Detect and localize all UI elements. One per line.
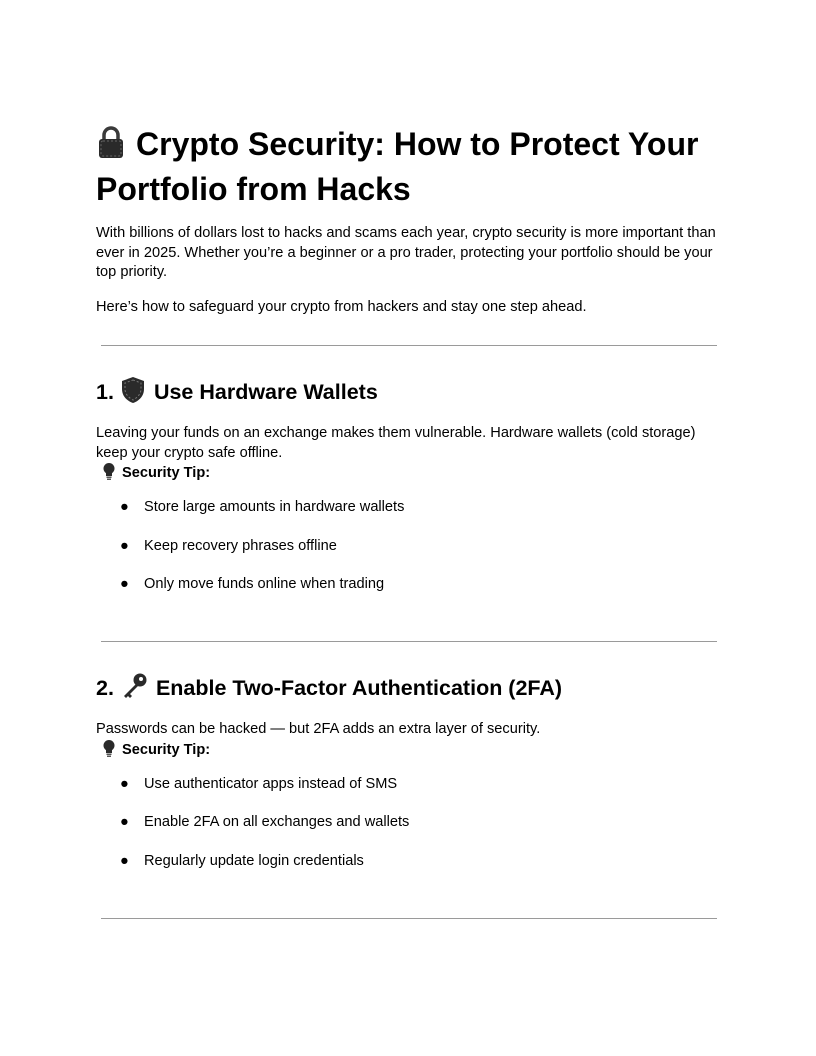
key-icon bbox=[120, 672, 148, 708]
section-body: Passwords can be hacked — but 2FA adds an extra layer of security. bbox=[96, 721, 541, 737]
tip-label-text: Security Tip: bbox=[122, 742, 211, 758]
section-body: Leaving your funds on an exchange makes them vulnerable. Hardware wallets (cold storage) keep your crypto safe offline. bbox=[96, 425, 696, 461]
divider bbox=[101, 345, 717, 346]
list-item-text: Regularly update login credentials bbox=[144, 853, 364, 869]
security-tip-label bbox=[102, 462, 210, 486]
section-title: Use Hardware Wallets bbox=[153, 380, 378, 404]
section-heading-1 bbox=[96, 376, 720, 412]
tip-label-text: Security Tip: bbox=[122, 465, 211, 481]
list-item-text: Keep recovery phrases offline bbox=[144, 538, 337, 554]
list-item-text: Store large amounts in hardware wallets bbox=[144, 499, 405, 515]
intro-paragraph: With billions of dollars lost to hacks and scams each year, crypto security is more important than ever in 2025. Whether you’re a beginner or a pro trader, protecting your portfolio should be your top priority. bbox=[96, 225, 716, 280]
bullet: ● bbox=[120, 853, 129, 869]
page-title bbox=[96, 124, 720, 210]
list-item-text: Enable 2FA on all exchanges and wallets bbox=[144, 814, 410, 830]
security-tip-label bbox=[102, 739, 210, 763]
list-item-text: Only move funds online when trading bbox=[144, 576, 385, 592]
divider bbox=[101, 918, 717, 919]
section-number: 2. bbox=[96, 676, 114, 700]
bullet: ● bbox=[120, 576, 129, 592]
lightbulb-icon bbox=[102, 462, 116, 486]
section-number: 1. bbox=[96, 380, 114, 404]
bullet: ● bbox=[120, 776, 129, 792]
bullet: ● bbox=[120, 814, 129, 830]
lock-icon bbox=[96, 125, 126, 169]
bullet: ● bbox=[120, 538, 129, 554]
section-title: Enable Two-Factor Authentication (2FA) bbox=[155, 676, 563, 700]
intro-paragraph-2: Here’s how to safeguard your crypto from hackers and stay one step ahead. bbox=[96, 299, 587, 315]
page-title-text: Crypto Security: How to Protect Your Portfolio from Hacks bbox=[96, 126, 699, 207]
section-heading-2 bbox=[96, 672, 720, 708]
bullet: ● bbox=[120, 499, 129, 515]
list-item-text: Use authenticator apps instead of SMS bbox=[144, 776, 398, 792]
shield-icon bbox=[120, 376, 146, 412]
divider bbox=[101, 641, 717, 642]
lightbulb-icon bbox=[102, 739, 116, 763]
